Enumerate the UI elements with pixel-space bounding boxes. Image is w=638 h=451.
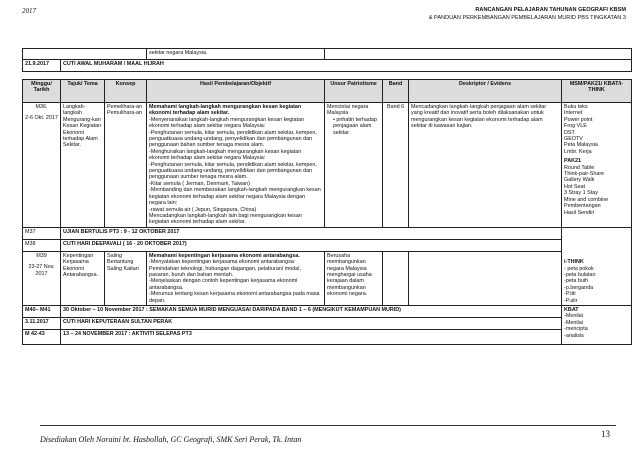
holiday-row-m38 <box>23 239 632 251</box>
concept-cell: Saling Bertantung Saling Kaitan <box>105 251 147 305</box>
ithink-item: -P.titi <box>564 291 576 298</box>
outcome-line: -Menyenaraikan langkah-langkah mengurangkan kesan kegiatan ekonomi terhadap alam sekitar negara Malaysia: <box>149 116 304 130</box>
topic-cell: Kepentingan Kerjasama Ekonomi Antarabangsa . <box>61 251 105 305</box>
page-footer <box>40 425 616 447</box>
week-cell <box>23 251 61 305</box>
holiday-date: 3.11.2017 <box>23 317 61 329</box>
holiday-row-m37 <box>23 227 632 239</box>
msm-item: Buku teks <box>564 104 588 110</box>
week-date: 23-27 Nov. 2017 <box>28 264 55 277</box>
outcome-line: -Membanding dan membezakan langkah-langkah mengurangkan kesan kegiatan ekonomi terhadap alam sekitar negara Malaysia dengan negara lain: <box>149 187 321 207</box>
page-number: 13 <box>601 429 610 439</box>
msm-cell-m39 <box>562 227 632 305</box>
holiday-row-muharam <box>23 60 632 72</box>
week-number: M36. <box>35 104 48 110</box>
kbat-item: -Menilai <box>564 313 583 320</box>
patriotism-bullet: • prihatin terhadap penjagaan alam sekitar. <box>333 116 377 136</box>
holiday-date: 21.9.2017 <box>23 60 61 72</box>
kbat-heading: KBAT <box>564 306 579 313</box>
topic-cell: Langkah-langkah Mengurang-kan Kesan Kegiatan Ekonomi terhadap Alam Sekitar. <box>61 103 105 228</box>
kbat-cell <box>562 305 632 344</box>
last-week: M 42-43 <box>23 329 61 344</box>
lesson-plan-table <box>22 48 632 345</box>
table-header-row <box>23 80 632 103</box>
holiday-text: CUTI HARI DEEPAVALI ( 16 - 20 OKTOBER 2017) <box>61 239 562 251</box>
exam-row <box>23 305 632 317</box>
holiday-week: M38 <box>23 239 61 251</box>
outcome-cell <box>147 103 325 228</box>
ithink-heading: i-THINK <box>564 259 584 266</box>
footer-text: Disediakan Oleh Noraini bt. Hasbollah, GC Geografi, SMK Seri Perak, Tk. Intan <box>40 435 302 444</box>
week-date: 2-6 Okt. 2017 <box>25 115 58 122</box>
holiday-row-sultan <box>23 317 632 329</box>
outcome-line: -rawat semula air ( Jepun, Singapura, China) <box>149 206 257 213</box>
col-week: Minggu/ Tarikh <box>23 80 61 103</box>
header-title-block <box>429 6 626 22</box>
holiday-text: CUTI HARI KEPUTERAAN SULTAN PERAK <box>61 317 562 329</box>
kbat-item: -Menilai <box>564 319 583 326</box>
holiday-text: UJIAN BERTULIS PT3 : 9 - 12 OKTOBER 2017 <box>61 227 562 239</box>
msm-item: Power point <box>564 116 593 123</box>
week-number: M39 <box>36 252 47 259</box>
outcome-line: -Merumus tentang kesan kerjasama ekonomi antarabangsa pada masa depan. <box>149 291 320 304</box>
pak21-item: Round Table <box>564 164 595 171</box>
concept-cell: Pemelihara-an Pemulihara-an <box>105 103 147 228</box>
msm-cell <box>562 103 632 228</box>
pak21-item: Think-pair-Share <box>564 171 605 178</box>
msm-item: Frog VLE <box>564 123 587 130</box>
patriotism-heading: Mencintai negara Malaysia <box>327 104 369 117</box>
holiday-text: CUTI AWAL MUHARAM / MAAL HIJRAH <box>61 60 632 72</box>
header-subtitle: & PANDUAN PERKEMBANGAN PEMBELAJARAN MURID PBS TINGKATAN 3 <box>428 15 626 21</box>
msm-item: DST <box>564 129 575 136</box>
pak21-item: Hot Seat <box>564 183 586 190</box>
col-topic: Tajuk/ Tema <box>61 80 105 103</box>
outcome-line: Mencadangkan langkah-langkah lain bagi mengurangkan kesan kegiatan ekonomi terhadap alam sekitar. <box>149 212 302 226</box>
msm-item: Lmbr. Kerja <box>564 148 592 155</box>
outcome-heading: Memahami langkah-langkah mengurangkan kesan kegiatan ekonomi terhadap alam sekitar. <box>149 104 302 117</box>
col-patriotism: Unsur Patriotisme <box>325 80 383 103</box>
outcome-line: -Kitar semula ( Jerman, Denmark, Taiwan) <box>149 180 250 187</box>
exam-text: 30 Oktober – 10 November 2017 : SEMAKAN SEMUA MURID MENGUASAI DARIPADA BAND 1 – 6 (MENGIKUT KEMAMPUAN MURID) <box>61 305 562 317</box>
last-text: 13 – 24 NOVEMBER 2017 : AKTIVITI SELEPAS PT3 <box>61 329 562 344</box>
band-cell <box>383 251 409 305</box>
ithink-item: -P.alir <box>564 297 578 304</box>
patriotism-cell <box>325 103 383 228</box>
exam-week: M40– M41 <box>23 305 61 317</box>
outcome-heading: Memahami kepentingan kerjasama ekonomi antarabangsa. <box>149 252 300 259</box>
pak21-item: Mine and combine <box>564 196 609 203</box>
table-row-m39 <box>23 251 632 305</box>
header-year: 2017 <box>22 7 36 15</box>
msm-item: Peta Malaysia <box>564 142 598 149</box>
descriptor-cell: Mencadangkan langkah-langkah penjagaan alam sekitar yang kreatif dan inovatif serta boleh dilaksanakan untuk mengurangkan kesan kegiatan ekonomi terhadap alam sekitar di kawasan kajian. <box>409 103 562 228</box>
msm-item: GEOTV <box>564 136 583 143</box>
col-outcome: Hasil Pembelajaran/Objektif <box>147 80 325 103</box>
outcome-line: -Penghutanan semula, kitar semula, pendidikan alam sekitar, kempen, penguatkuasa undang-undang, penyelidikan dan pembangunan dan penggunaan bahan sumber tenaga mesra alam. <box>149 129 317 149</box>
outcome-line: -Menjelaskan dengan contoh kepentingan kerjasama ekonomi antarabangsa. <box>149 278 298 291</box>
col-concept: Konsep <box>105 80 147 103</box>
pak21-item: Gallery Walk <box>564 177 595 184</box>
holiday-week: M37 <box>23 227 61 239</box>
kbat-item: -mencipta <box>564 326 588 333</box>
patriotism-cell: Berusaha membangunkan negara Malaysia menghargai usaha kerajaan dalam membangunkan ekonomi negara. <box>325 251 383 305</box>
col-msm: MSM/PAK21/ KBAT/i-THINK <box>562 80 632 103</box>
col-band: Band <box>383 80 409 103</box>
header-title: RANCANGAN PELAJARAN TAHUNAN GEOGRAFI KBSM <box>475 7 626 13</box>
kbat-item: -analisis <box>564 332 584 339</box>
band-cell: Band 6 <box>383 103 409 228</box>
ithink-item: -peta bulatan <box>564 271 596 278</box>
ithink-item: - peta pokok <box>564 265 594 272</box>
continuation-text: sekitar negara Malaysia. <box>147 49 325 60</box>
outcome-line: -Penghutanan semula, kitar semula, pendidikan alam sekitar, kempen, penguatkuasa undang-undang, penyelidikan dan pembangunan dan penggunaan sumber tenaga mesra alam. <box>149 161 317 181</box>
outcome-line: -Menghuraikan langkah-langkah mengurangkan kesan kegiatan ekonomi terhadap alam sekitar negara Malaysia: <box>149 148 302 162</box>
outcome-line: -Menyatakan kepentingan kerjasama ekonomi antarabangsa: Pemindahan teknologi, hubungan dagangan, pelaburan/ modal, pasaran, buruh dan bahan mentah. <box>149 259 301 278</box>
table-row-m36 <box>23 103 632 228</box>
ithink-item: -peta buih <box>564 278 589 285</box>
week-cell <box>23 103 61 228</box>
outcome-cell <box>147 251 325 305</box>
pak21-item: Hasil Sendiri <box>564 209 595 216</box>
msm-item: Internet <box>564 110 583 117</box>
pak21-item: Pembentangan <box>564 203 601 210</box>
last-row <box>23 329 632 344</box>
continuation-row <box>23 49 632 60</box>
patriotism-bullet-text: prihatin terhadap penjagaan alam sekitar. <box>333 116 377 136</box>
ithink-item: -p.berganda <box>564 284 594 291</box>
col-descriptor: Deskriptor / Evidens <box>409 80 562 103</box>
pak21-heading: PAK21 <box>564 158 582 165</box>
pak21-item: 3 Stray 1 Stay <box>564 190 598 197</box>
descriptor-cell <box>409 251 562 305</box>
